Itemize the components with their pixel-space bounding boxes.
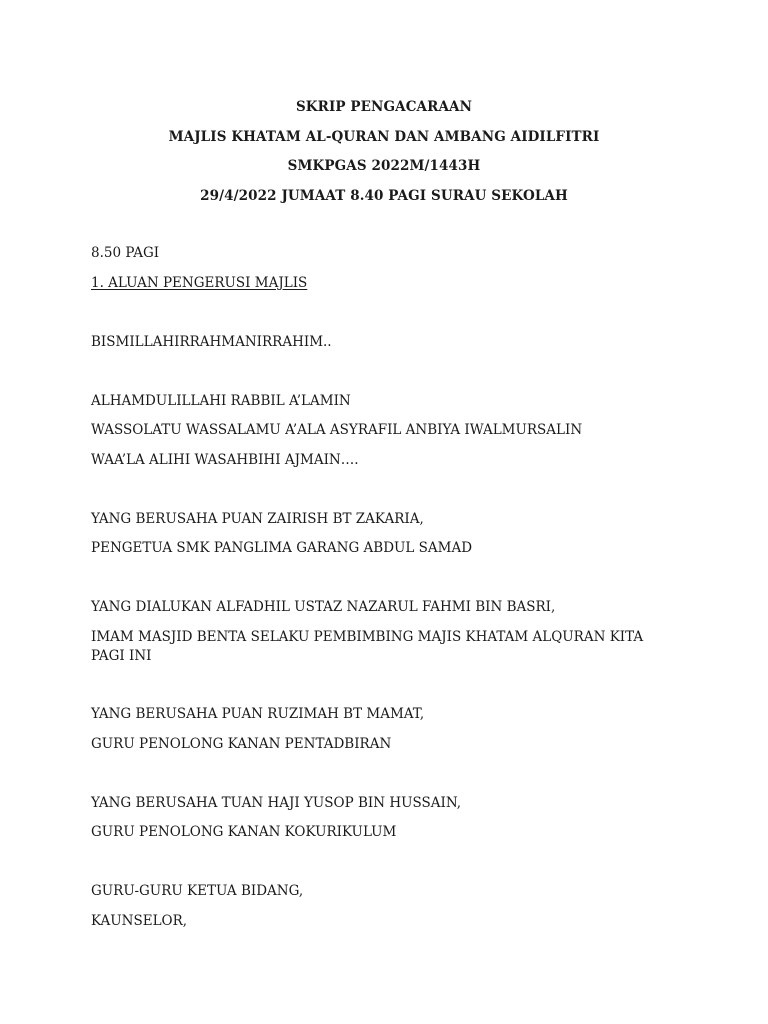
spacer [91, 671, 671, 701]
opening-line: WASSOLATU WASSALAMU A’ALA ASYRAFIL ANBIYA IWALMURSALIN [91, 422, 583, 438]
greeting-name: YANG DIALUKAN ALFADHIL USTAZ NAZARUL FAHMI BIN BASRI, [91, 599, 556, 615]
spacer [91, 759, 671, 789]
section-heading [91, 269, 671, 299]
spacer [91, 848, 671, 878]
document-header [0, 93, 768, 211]
greeting-role: GURU PENOLONG KANAN PENTADBIRAN [91, 735, 392, 752]
spacer [91, 475, 671, 505]
greeting-name: GURU-GURU KETUA BIDANG, [91, 883, 304, 899]
opening-line: ALHAMDULILLAHI RABBIL A’LAMIN [91, 392, 351, 409]
bismillah-line: BISMILLAHIRRAHMANIRRAHIM.. [91, 333, 332, 350]
greeting-role: KAUNSELOR, [91, 912, 188, 929]
spacer [91, 564, 671, 594]
greeting-name: YANG BERUSAHA TUAN HAJI YUSOP BIN HUSSAIN, [91, 794, 462, 811]
time-label: 8.50 PAGI [91, 245, 160, 261]
greeting-name: YANG BERUSAHA PUAN RUZIMAH BT MAMAT, [91, 706, 425, 722]
greeting-role: PENGETUA SMK PANGLIMA GARANG ABDUL SAMAD [91, 540, 473, 556]
greeting-role: IMAM MASJID BENTA SELAKU PEMBIMBING MAJIS KHATAM ALQURAN KITA PAGI INI [91, 628, 644, 664]
spacer [91, 298, 671, 328]
document-title: SKRIP PENGACARAAN [295, 99, 473, 115]
school-year: SMKPGAS 2022M/1443H [287, 158, 481, 174]
greeting-role: GURU PENOLONG KANAN KOKURIKULUM [91, 824, 397, 840]
greeting-name: YANG BERUSAHA PUAN ZAIRISH BT ZAKARIA, [91, 510, 424, 527]
opening-line: WAA’LA ALIHI WASAHBIHI AJMAIN…. [91, 451, 359, 468]
document-body [91, 239, 671, 936]
event-date-venue: 29/4/2022 JUMAAT 8.40 PAGI SURAU SEKOLAH [200, 187, 568, 204]
event-name: MAJLIS KHATAM AL-QURAN DAN AMBANG AIDILFITRI [168, 128, 600, 145]
spacer [91, 357, 671, 387]
section-heading-text: 1. ALUAN PENGERUSI MAJLIS [91, 274, 308, 291]
